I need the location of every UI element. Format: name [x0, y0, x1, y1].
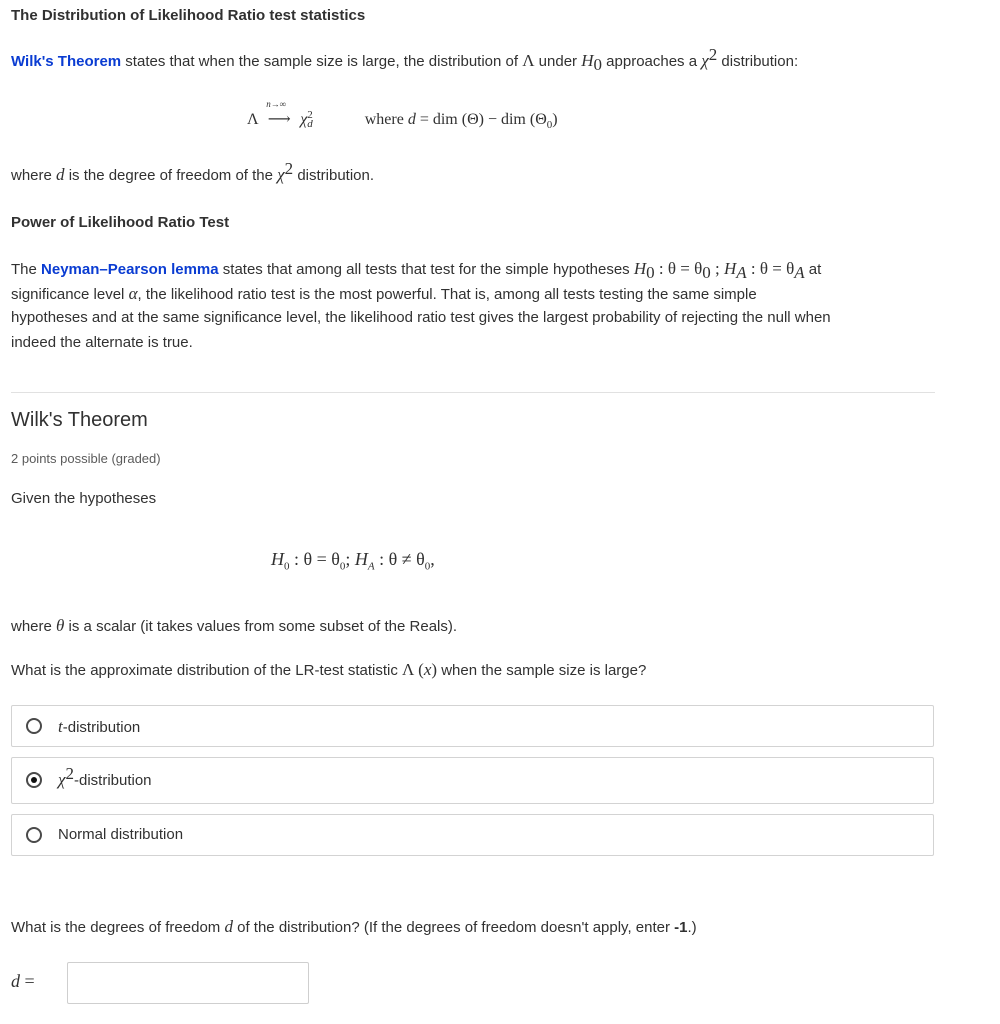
degrees-of-freedom-input[interactable]	[67, 962, 309, 1004]
page-title: The Distribution of Likelihood Ratio test statistics	[11, 7, 366, 24]
degree-note: where d is the degree of freedom of the $\chi^2$ distribution.	[11, 159, 375, 184]
section-divider	[11, 392, 935, 393]
neyman-pearson-line3: hypotheses and at the same significance level, the likelihood ratio test gives the largest probability of rejecting the null when	[11, 309, 831, 326]
neyman-pearson-line2: significance level α, the likelihood ratio test is the most powerful. That is, among all tests testing the same simple	[11, 284, 757, 303]
scalar-note: where θ is a scalar (it takes values from some subset of the Reals).	[11, 616, 458, 635]
points-possible: 2 points possible (graded)	[11, 451, 161, 466]
radio-normal-distribution[interactable]	[26, 827, 42, 843]
wilks-intro: Wilk's Theorem states that when the sample size is large, the distribution of Λ under $H_0$ approaches a $\chi^2$ distribution:	[11, 45, 799, 74]
option-t-distribution[interactable]: t-distribution	[11, 705, 934, 747]
option-chi-squared-distribution[interactable]: $\chi^2$-distribution	[11, 757, 934, 804]
neyman-pearson-line1: The Neyman–Pearson lemma states that among all tests that test for the simple hypotheses $H_0$ : $\theta = \theta_0$ ; $H_A$ : $\theta = \theta_A$ at	[11, 259, 822, 282]
power-heading: Power of Likelihood Ratio Test	[11, 214, 230, 231]
question-2: What is the degrees of freedom d of the distribution? (If the degrees of freedom doesn't apply, enter -1.)	[11, 917, 697, 936]
hypotheses-formula: $H_0$ : $\theta = \theta_0$; $H_A$ : $\theta \ne \theta_0$,	[271, 549, 435, 573]
neyman-pearson-line4: indeed the alternate is true.	[11, 334, 193, 351]
wilks-theorem-link[interactable]: Wilk's Theorem	[11, 53, 122, 70]
radio-t-distribution[interactable]	[26, 718, 42, 734]
problem-title: Wilk's Theorem	[11, 409, 148, 431]
arrow-icon: ⟶	[267, 111, 291, 128]
radio-chi-squared-distribution[interactable]	[26, 772, 42, 788]
limit-label: n→∞	[266, 99, 287, 109]
option-normal-distribution[interactable]: Normal distribution	[11, 814, 934, 856]
answer-label: d =	[11, 971, 35, 991]
given-text: Given the hypotheses	[11, 490, 157, 507]
neyman-pearson-link[interactable]: Neyman–Pearson lemma	[41, 261, 219, 278]
question-1: What is the approximate distribution of the LR-test statistic Λ (x) when the sample size is large?	[11, 660, 647, 679]
wilks-formula: Λ n→∞ ⟶ χ 2 d where d = dim (Θ) − dim $(\Theta_0)$	[247, 99, 558, 132]
